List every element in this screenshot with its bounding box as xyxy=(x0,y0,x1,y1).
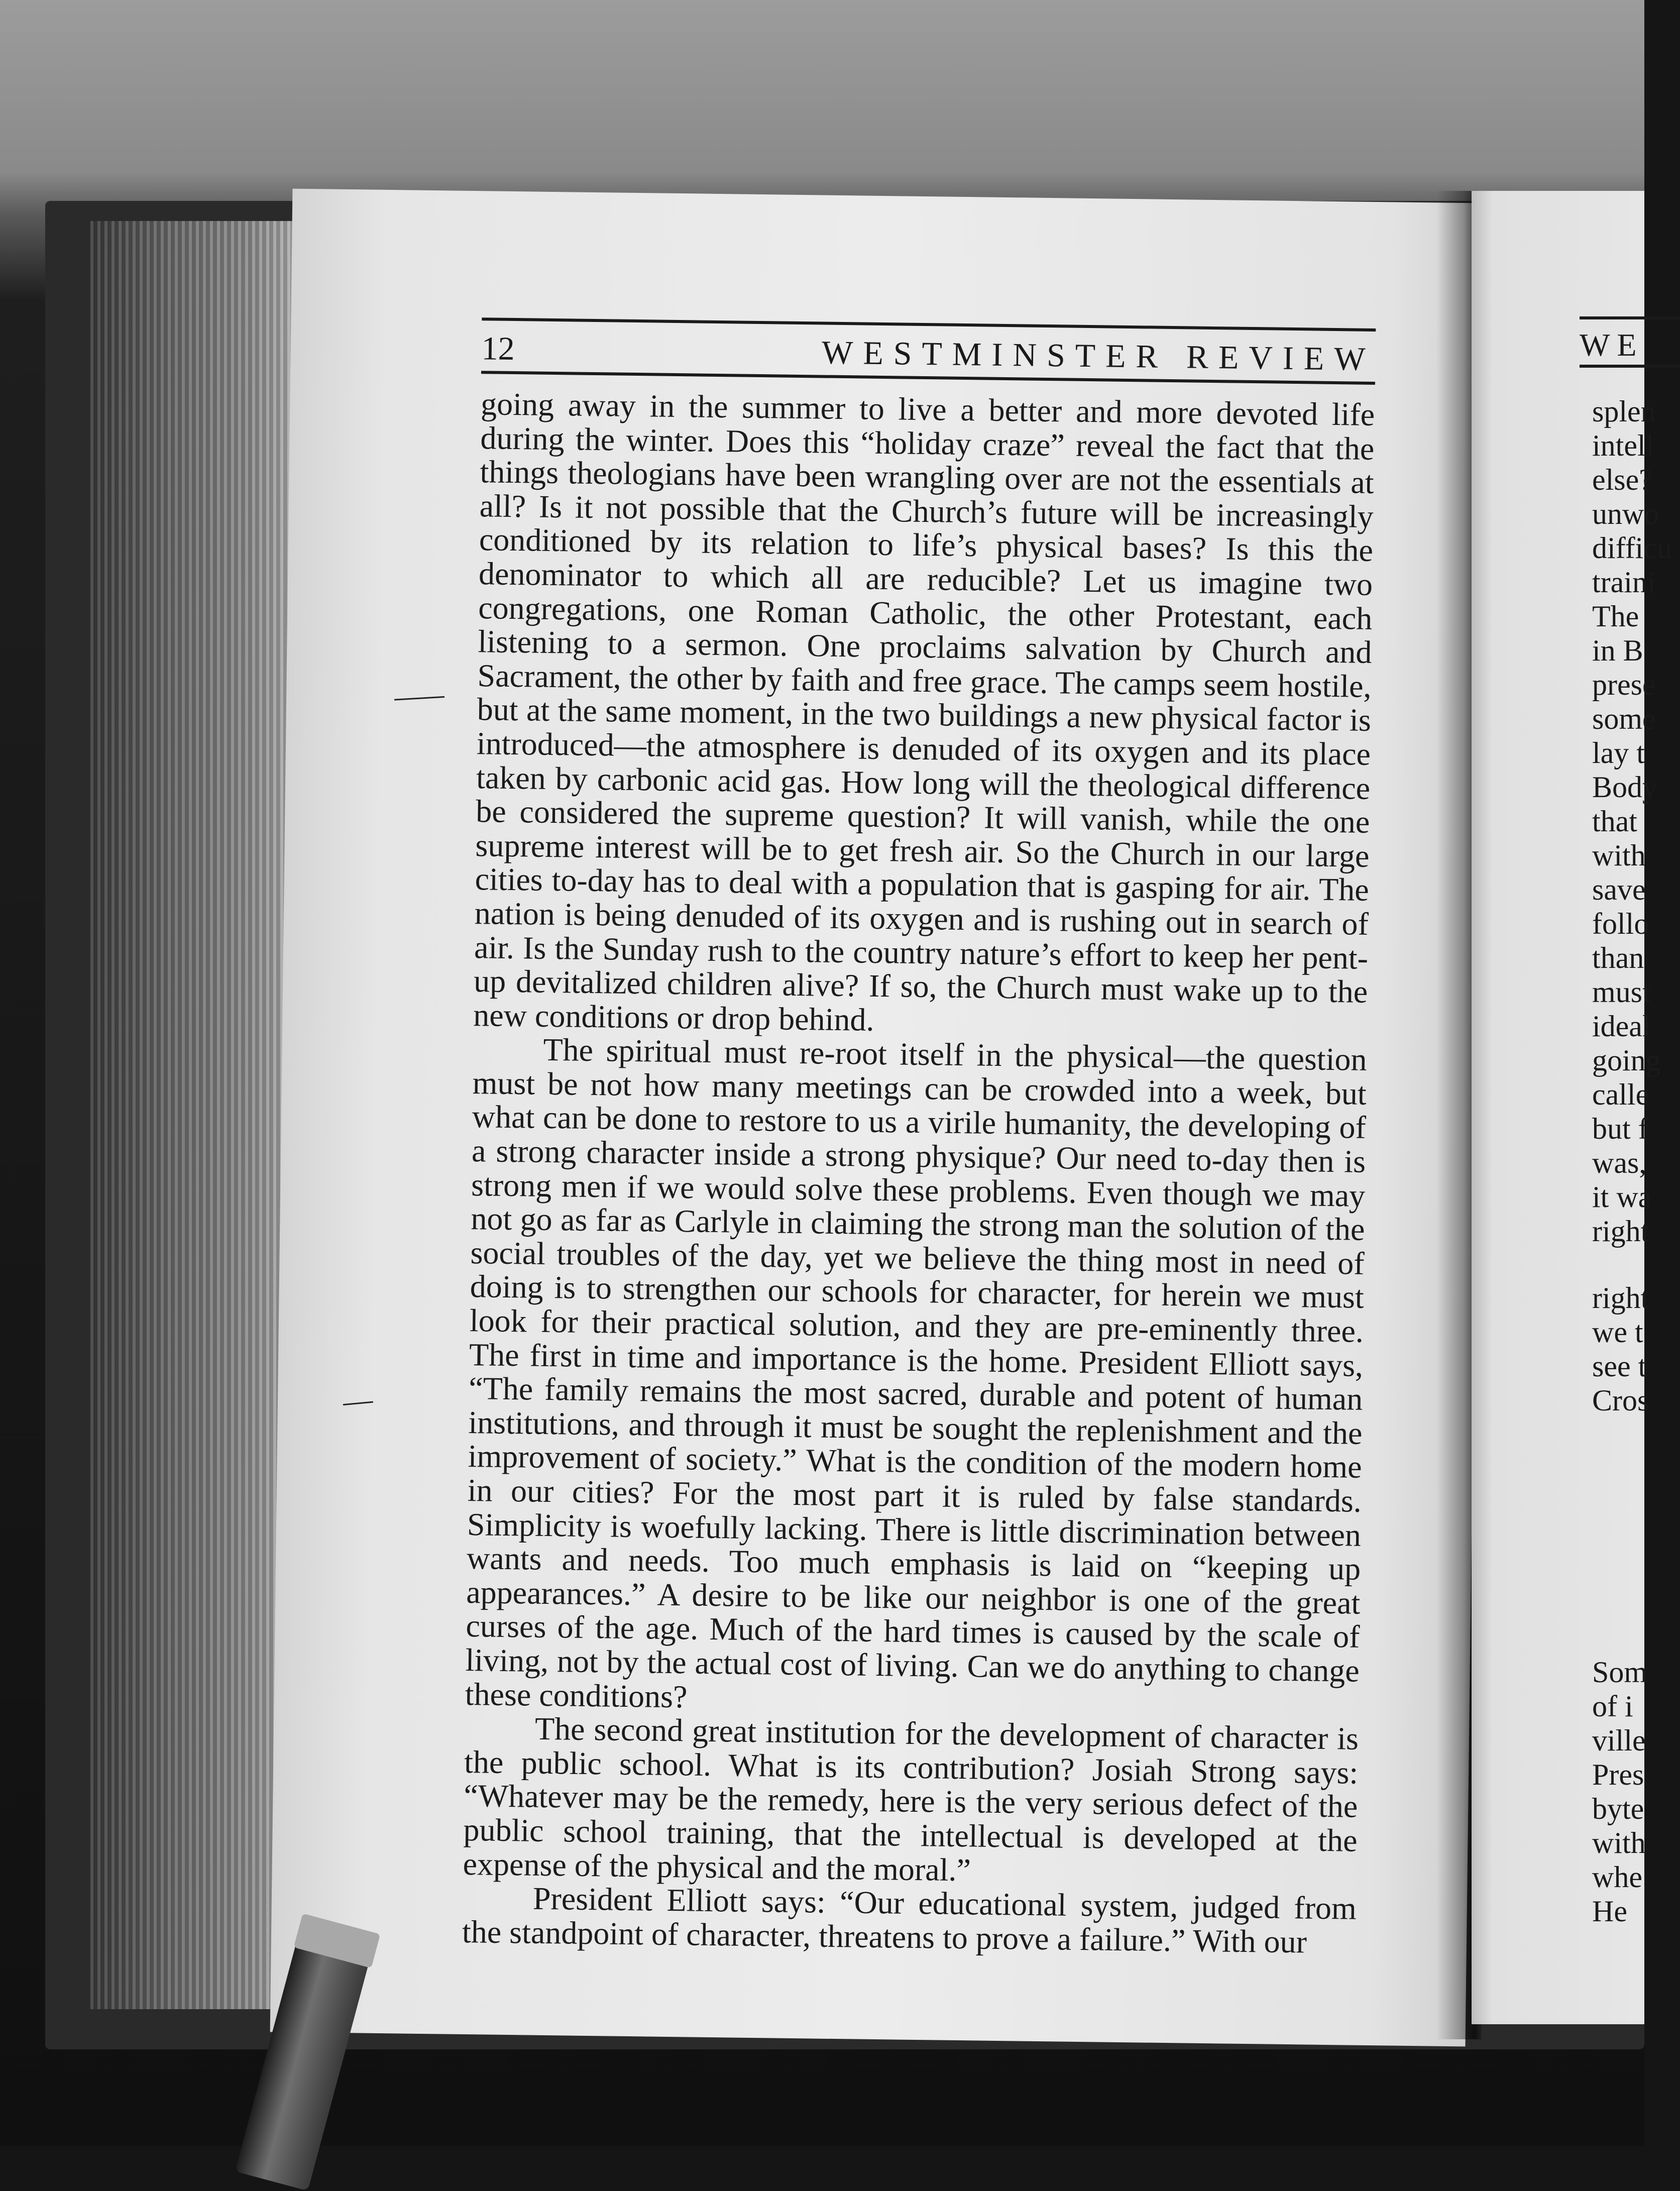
facing-line-fragment: unwo xyxy=(1592,497,1659,530)
paragraph: The spiritual must re-root itself in the physical—the question must be not how many meetings can be crowded into a week, but what can be done to restore to us a virile humanity, the developing of a strong character inside a strong physique? Our need to-day then is strong men if we would solve these problems. Even though we may not go as far as Carlyle in claiming the strong man the solution of the social troubles of the day, yet we believe the thing most in need of doing is to strengthen our schools for character, for herein we must look for their practical solution, and they are pre-eminently three. The first in time and importance is the home. President Elliott says, “The family remains the most sacred, durable and potent of human institutions, and through it must be sought the replenishment and the improvement of society.” What is the condition of the modern home in our cities? For the most part it is ruled by false standards. Simplicity is woefully lacking. There is little discrimination between wants and needs. Too much emphasis is laid on “keeping up appearances.” A desire to be like our neighbor is one of the great curses of the age. Much of the hard times is caused by the scale of living, not by the actual cost of living. Can we do anything to change these conditions? xyxy=(465,1032,1367,1714)
facing-line-fragment: it wa xyxy=(1592,1180,1652,1214)
facing-line-fragment: Cros xyxy=(1592,1384,1649,1417)
paragraph: President Elliott says: “Our educational system, judged from the standpoint of character, threatens to prove a failure.” With our xyxy=(462,1880,1357,1960)
running-header xyxy=(481,317,1376,385)
margin-pencil-mark xyxy=(394,696,444,701)
facing-line-fragment: splen xyxy=(1592,395,1656,428)
margin-pencil-mark xyxy=(343,1401,373,1406)
facing-line-fragment: intell xyxy=(1592,429,1654,462)
facing-line-fragment: going xyxy=(1592,1044,1661,1077)
facing-line-fragment: with xyxy=(1592,839,1646,872)
facing-line-fragment: prese xyxy=(1592,668,1656,701)
facing-line-fragment: He xyxy=(1592,1895,1627,1928)
facing-line-fragment: save xyxy=(1592,873,1646,906)
facing-line-fragment: else? xyxy=(1592,463,1652,496)
facing-line-fragment: lay t xyxy=(1592,736,1645,770)
paragraph: going away in the summer to live a better and more devoted life during the winter. Does this “holiday craze” reveal the fact that the things theologians have been wrangling over are not the essentials at all? Is it not possible that the Church’s future will be increasingly conditioned by its relation to life’s physical bases? Is this the denominator to which all are reducible? Let us imagine two congregations, one Roman Catholic, the other Protestant, each listening to a sermon. One proclaims salvation by Church and Sacrament, the other by faith and free grace. The camps seem hostile, but at the same moment, in the two buildings a new physical factor is introduced—the atmosphere is denuded of its oxygen and its place taken by carbonic acid gas. How long will the theological difference be considered the supreme question? It will vanish, while the one supreme interest will be to get fresh air. So the Church in our large cities to-day has to deal with a population that is gasping for air. The nation is being denuded of its oxygen and is rushing out in search of air. Is the Sunday rush to the country nature’s effort to keep her pent-up devitalized children alive? If so, the Church must wake up to the new conditions or drop behind. xyxy=(473,386,1375,1038)
facing-line-fragment: we t xyxy=(1592,1316,1643,1349)
facing-line-fragment: right xyxy=(1592,1281,1649,1314)
facing-line-fragment: that xyxy=(1592,805,1637,838)
facing-line-fragment: some xyxy=(1592,702,1656,735)
facing-line-fragment: than xyxy=(1592,941,1644,974)
facing-line-fragment: byte xyxy=(1592,1792,1644,1825)
facing-line-fragment: was, xyxy=(1592,1146,1647,1179)
facing-line-fragment: ideal xyxy=(1592,1010,1651,1043)
page-body xyxy=(462,387,1375,1959)
facing-line-fragment: difficu xyxy=(1592,531,1672,565)
facing-line-fragment: ville xyxy=(1592,1724,1646,1757)
facing-page xyxy=(1472,191,1672,2024)
facing-line-fragment: follo xyxy=(1592,907,1649,940)
facing-line-fragment: The xyxy=(1592,600,1639,633)
running-title: WESTMINSTER REVIEW xyxy=(821,334,1376,378)
facing-line-fragment: calle xyxy=(1592,1078,1649,1111)
facing-line-fragment: of i xyxy=(1592,1690,1633,1723)
facing-line-fragment: traini xyxy=(1592,566,1656,599)
facing-line-fragment: in B xyxy=(1592,634,1643,667)
page-number: 12 xyxy=(481,330,515,368)
facing-line-fragment: Body xyxy=(1592,771,1658,804)
left-page xyxy=(270,189,1488,2047)
facing-running-header xyxy=(1580,316,1680,368)
facing-line-fragment: must xyxy=(1592,975,1651,1009)
paragraph: The second great institution for the development of character is the public school. What is its contribution? Josiah Strong says: “Whatever may be the remedy, here is the very serious defect of the public school training, that the intellectual is developed at the expense of the physical and the moral.” xyxy=(463,1710,1359,1888)
facing-line-fragment: Pres xyxy=(1592,1758,1644,1791)
facing-line-fragment: with xyxy=(1592,1826,1646,1859)
facing-line-fragment: right xyxy=(1592,1215,1649,1248)
facing-line-fragment: but f xyxy=(1592,1112,1648,1145)
facing-header-fragment: WE xyxy=(1580,327,1644,363)
facing-line-fragment: whe xyxy=(1592,1860,1642,1894)
facing-line-fragment: see t xyxy=(1592,1350,1647,1383)
facing-line-fragment: Som xyxy=(1592,1656,1648,1689)
